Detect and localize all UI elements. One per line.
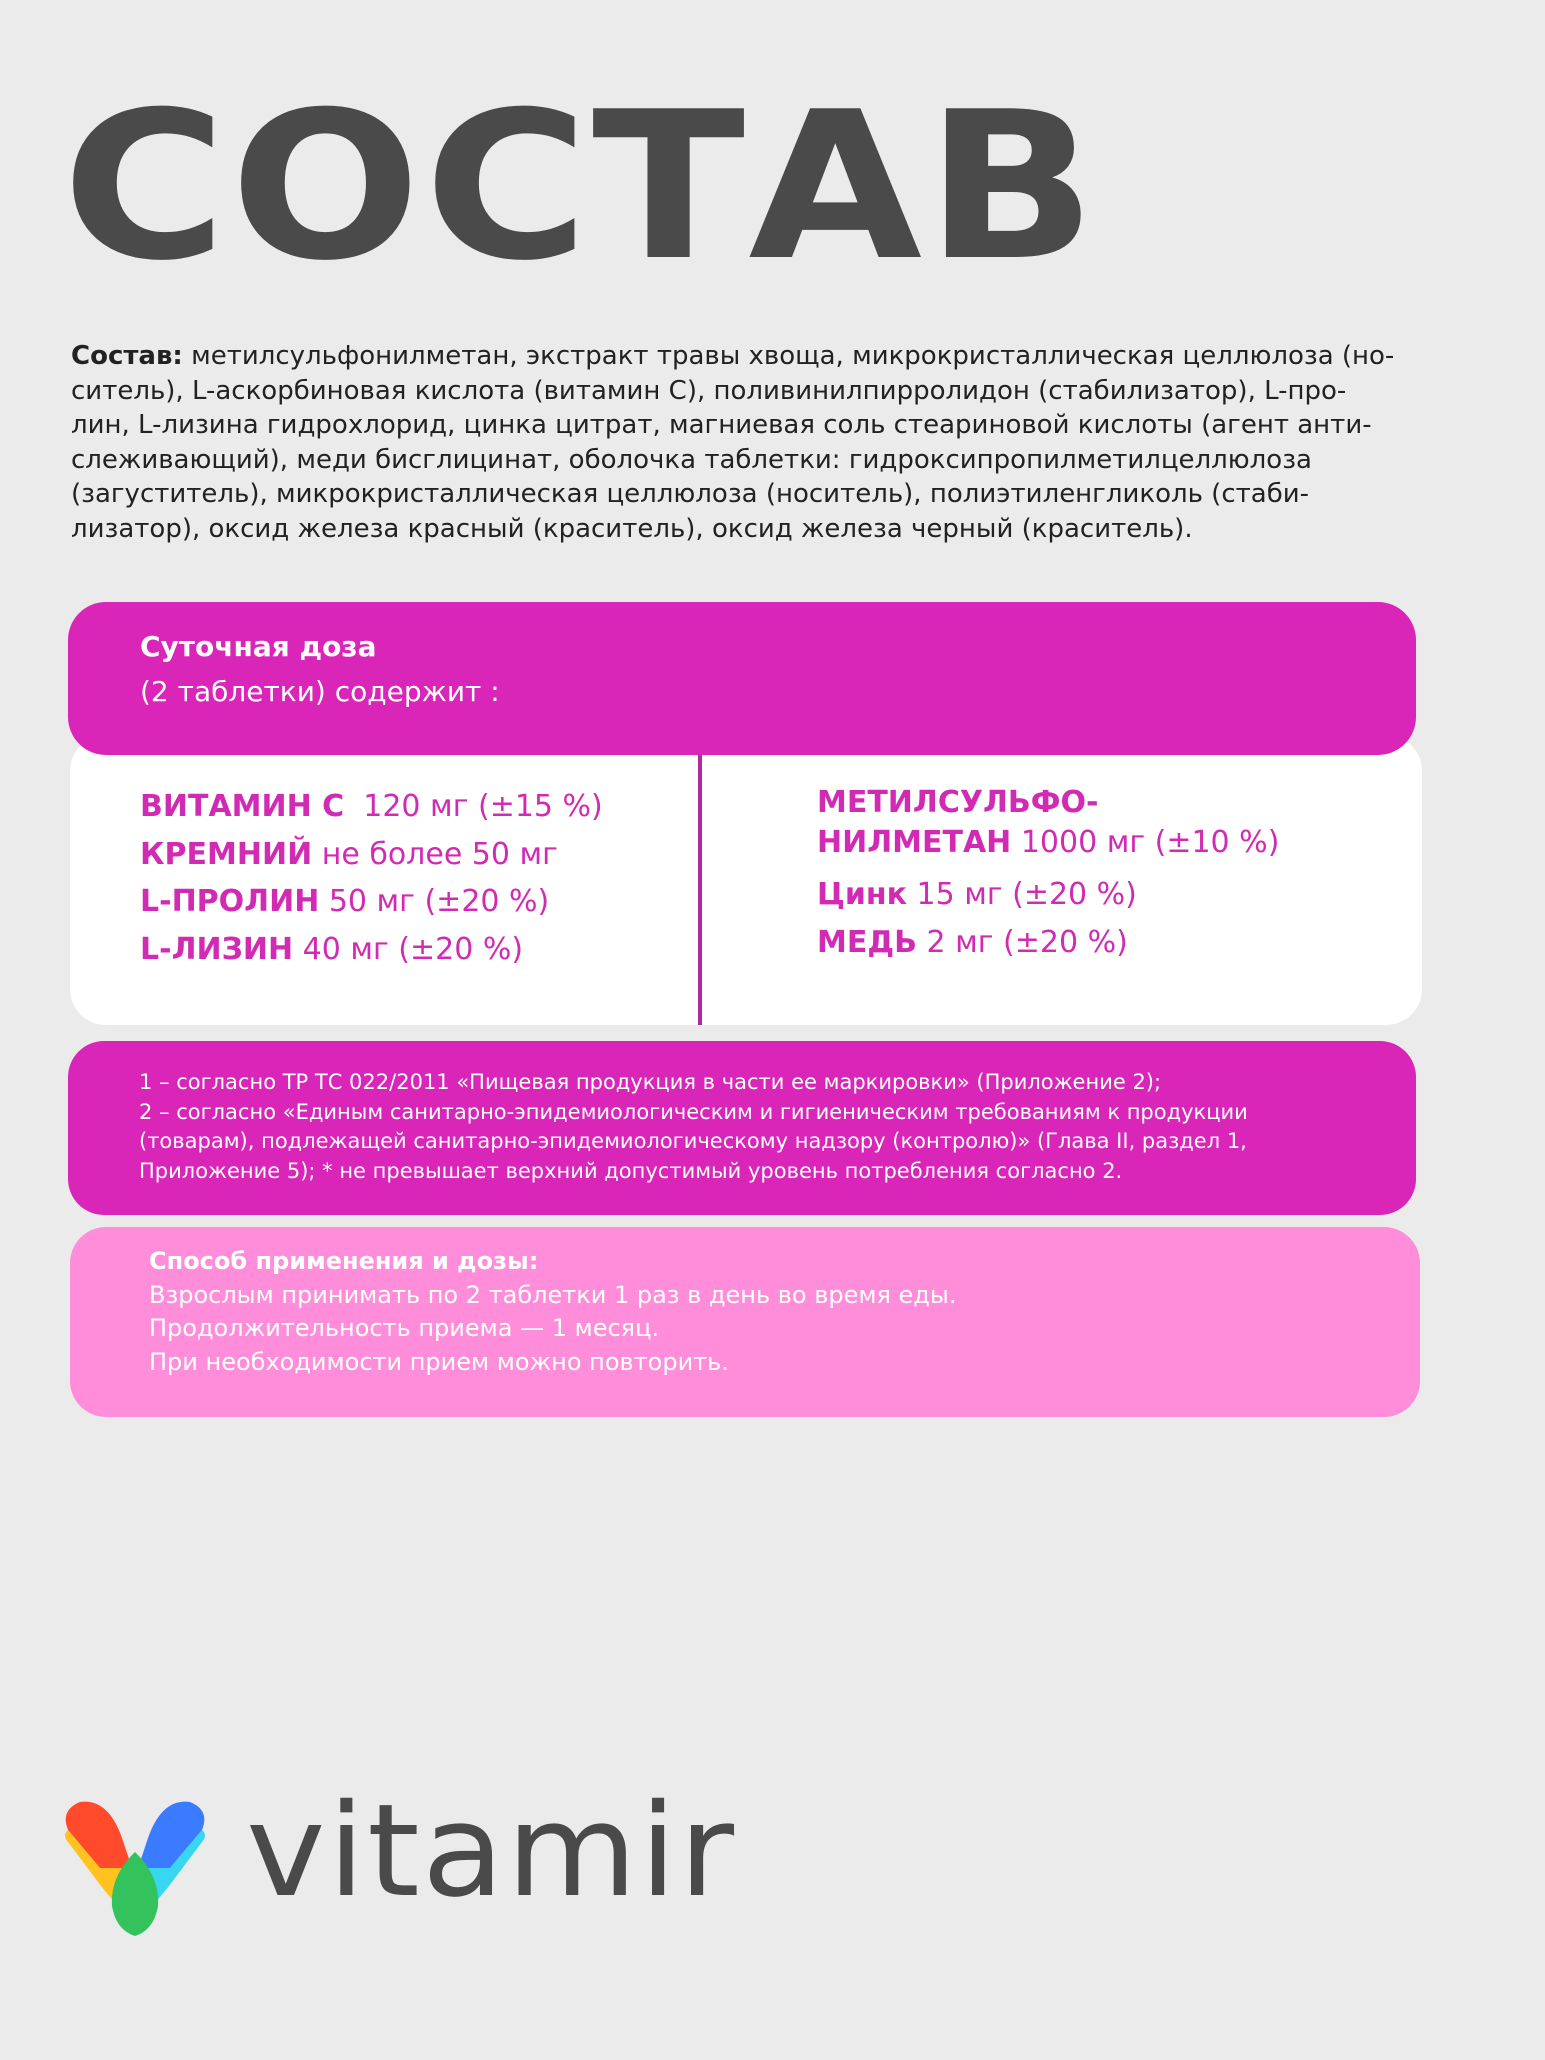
column-divider xyxy=(698,755,702,1025)
dose-column-right xyxy=(817,783,1279,966)
usage-text xyxy=(149,1245,956,1379)
footnote-line: (товарам), подлежащей санитарно-эпидемиологическому надзору (контролю)» (Глава II, раздел 1, xyxy=(139,1129,1247,1153)
page-title: СОСТАВ xyxy=(62,69,1100,306)
composition-label: Состав: xyxy=(71,341,183,371)
vitamir-logo-icon xyxy=(60,1790,210,1940)
usage-line: Взрослым принимать по 2 таблетки 1 раз в день во время еды. xyxy=(149,1280,957,1309)
logo-blue-petal xyxy=(138,1802,204,1868)
footnotes-text xyxy=(139,1068,1389,1186)
dose-row-copper xyxy=(817,919,1279,967)
dose-ingredient: ВИТАМИН С xyxy=(140,789,345,824)
dose-ingredient: МЕТИЛСУЛЬФО- xyxy=(817,785,1099,820)
dose-amount: 1000 мг (±10 %) xyxy=(1011,825,1280,860)
composition-line: лин, L-лизина гидрохлорид, цинка цитрат, магниевая соль стеариновой кислоты (агент анти- xyxy=(71,410,1372,440)
usage-line: При необходимости прием можно повторить. xyxy=(149,1347,729,1376)
dose-ingredient: Цинк xyxy=(817,877,907,912)
dose-ingredient: КРЕМНИЙ xyxy=(140,836,313,872)
footnote-line: 1 – согласно ТР ТС 022/2011 «Пищевая продукция в части ее маркировки» (Приложение 2); xyxy=(139,1070,1162,1094)
composition-line: (загуститель), микрокристаллическая целлюлоза (носитель), полиэтиленгликоль (стаби- xyxy=(71,479,1310,509)
dose-row-silicon xyxy=(140,831,603,879)
daily-dose-header xyxy=(68,602,1416,755)
footnote-line: Приложение 5); * не превышает верхний допустимый уровень потребления согласно 2. xyxy=(139,1158,1123,1183)
dose-ingredient: L-ПРОЛИН xyxy=(140,884,320,919)
dose-amount: 40 мг (±20 %) xyxy=(293,931,524,967)
dose-amount: не более 50 мг xyxy=(312,836,558,872)
dose-ingredient: L-ЛИЗИН xyxy=(140,931,294,967)
composition-line: слеживающий), меди бисглицинат, оболочка таблетки: гидроксипропилметилцеллюлоза xyxy=(71,444,1312,475)
usage-line: Продолжительность приема — 1 месяц. xyxy=(149,1314,660,1342)
footnote-line: 2 – согласно «Единым санитарно-эпидемиологическим и гигиеническим требованиям к продукции xyxy=(139,1099,1248,1124)
dose-row-vitamin-c xyxy=(140,783,603,831)
dose-row-lysine xyxy=(140,926,603,974)
composition-line: метилсульфонилметан, экстракт травы хвоща, микрокристаллическая целлюлоза (но- xyxy=(182,341,1395,371)
dose-row-zinc xyxy=(817,871,1279,919)
footnotes-panel xyxy=(68,1041,1416,1215)
composition-line: ситель), L-аскорбиновая кислота (витамин С), поливинилпирролидон (стабилизатор), L-про- xyxy=(71,375,1347,406)
daily-dose-subtitle: (2 таблетки) содержит : xyxy=(140,675,500,708)
dose-column-left xyxy=(140,783,603,973)
composition-text xyxy=(71,339,1481,546)
brand-name: vitamir xyxy=(246,1777,737,1926)
composition-line: лизатор), оксид железа красный (краситель), оксид железа черный (краситель). xyxy=(71,513,1193,544)
dose-amount: 50 мг (±20 %) xyxy=(319,884,550,919)
logo-red-petal xyxy=(66,1802,132,1868)
dose-row-proline xyxy=(140,878,603,926)
dose-ingredient: НИЛМЕТАН xyxy=(817,825,1012,860)
dose-amount: 2 мг (±20 %) xyxy=(916,924,1128,960)
dose-amount: 120 мг (±15 %) xyxy=(344,789,603,824)
daily-dose-title: Суточная доза xyxy=(140,630,377,663)
dose-row-msm xyxy=(817,783,1279,863)
usage-panel xyxy=(70,1227,1420,1417)
dose-ingredient: МЕДЬ xyxy=(817,924,917,960)
dose-amount: 15 мг (±20 %) xyxy=(906,877,1137,912)
daily-dose-table xyxy=(70,735,1422,1025)
usage-title: Способ применения и дозы: xyxy=(149,1247,539,1275)
